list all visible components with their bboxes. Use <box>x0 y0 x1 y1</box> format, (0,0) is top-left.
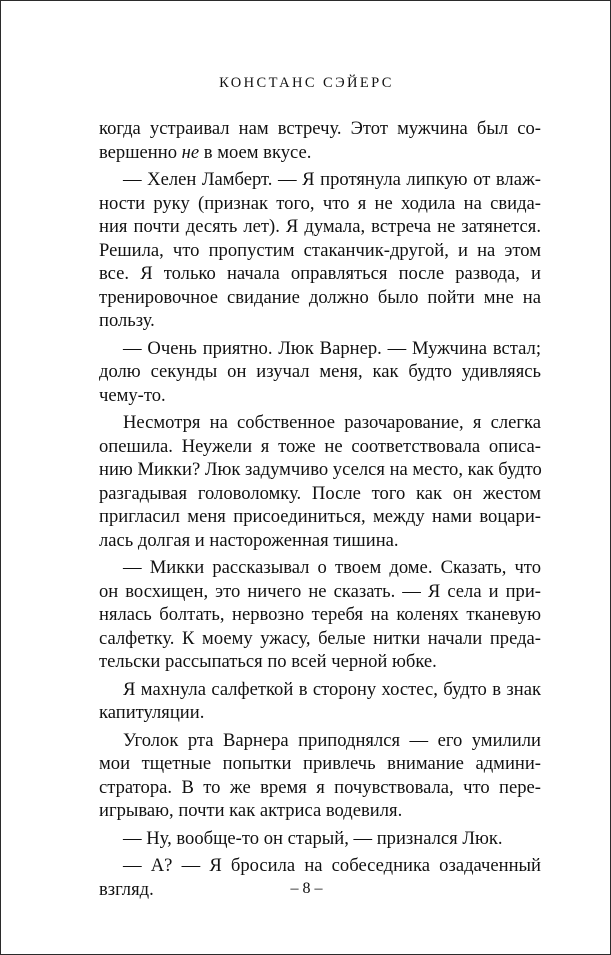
emphasis-word: не <box>181 141 200 163</box>
text-line: пользу. <box>99 310 155 331</box>
text-line: нялась болтать, нервозно теребя на коленях тканевую <box>99 604 541 625</box>
text-line: чему-то. <box>99 384 166 406</box>
text-line: долю секунды он изучал меня, как будто удивляясь <box>99 361 541 382</box>
text-line: — Микки рассказывал о твоем доме. Сказать, что <box>123 557 541 578</box>
text-line: — Хелен Ламберт. — Я протянула липкую от влаж- <box>123 169 541 190</box>
text-line: мои тщетные попытки привлечь внимание админи- <box>99 753 541 774</box>
text-line: он восхищен, это ничего не сказать. — Я села и при- <box>99 580 541 602</box>
text-line: Уголок рта Варнера приподнялся — его умилили <box>123 729 541 751</box>
text-line: все. Я только начала оправляться после развода, и <box>99 263 541 284</box>
text-line: нию Микки? Люк задумчиво уселся на место, как будто <box>99 459 542 480</box>
text-line: салфетку. К моему ужасу, белые нитки начали преда- <box>99 627 541 649</box>
text-line-emphasis <box>99 141 541 165</box>
text-line: Я махнула салфеткой в сторону хостес, будто в знак <box>123 678 541 700</box>
text-line: ния почти десять лет). Я думала, встреча не затянется. <box>99 216 541 237</box>
text-line: Несмотря на собственное разочарование, я слегка <box>123 412 541 433</box>
body-text <box>99 117 541 901</box>
text-line: — А? — Я бросила на собеседника озадаченный <box>123 855 541 876</box>
text-line: стратора. В то же время я почувствовала, что пере- <box>99 776 541 798</box>
text-line: опешила. Неужели я тоже не соответствовала описа- <box>99 435 541 457</box>
text-line: лась долгая и настороженная тишина. <box>99 529 399 551</box>
text-line: — Ну, вообще-то он старый, — признался Люк. <box>123 827 503 849</box>
text-line: разгадывая головоломку. После того как он жестом <box>99 482 541 504</box>
text-line: Решила, что пропустим стаканчик-другой, и на этом <box>99 239 541 261</box>
text-line: взгляд. <box>99 878 154 900</box>
text-line: тренировочное свидание должно было пойти мне на <box>99 286 541 308</box>
text-fragment: вершенно <box>99 141 182 163</box>
text-line: когда устраивал нам встречу. Этот мужчина был со- <box>99 118 541 139</box>
page-number: – 8 – <box>290 880 323 897</box>
text-line: игрываю, почти как актриса водевиля. <box>99 800 403 821</box>
text-line: — Очень приятно. Люк Варнер. — Мужчина встал; <box>123 337 541 359</box>
text-line: пригласил меня присоединиться, между нами воцари- <box>99 506 541 527</box>
text-line: капитуляции. <box>99 702 205 723</box>
text-line: тельски рассыпаться по всей черной юбке. <box>99 651 437 672</box>
text-line: ности руку (признак того, что я не ходила на свида- <box>99 192 541 214</box>
text-fragment: в моем вкусе. <box>199 141 312 163</box>
running-head: КОНСТАНС СЭЙЕРС <box>219 75 394 91</box>
